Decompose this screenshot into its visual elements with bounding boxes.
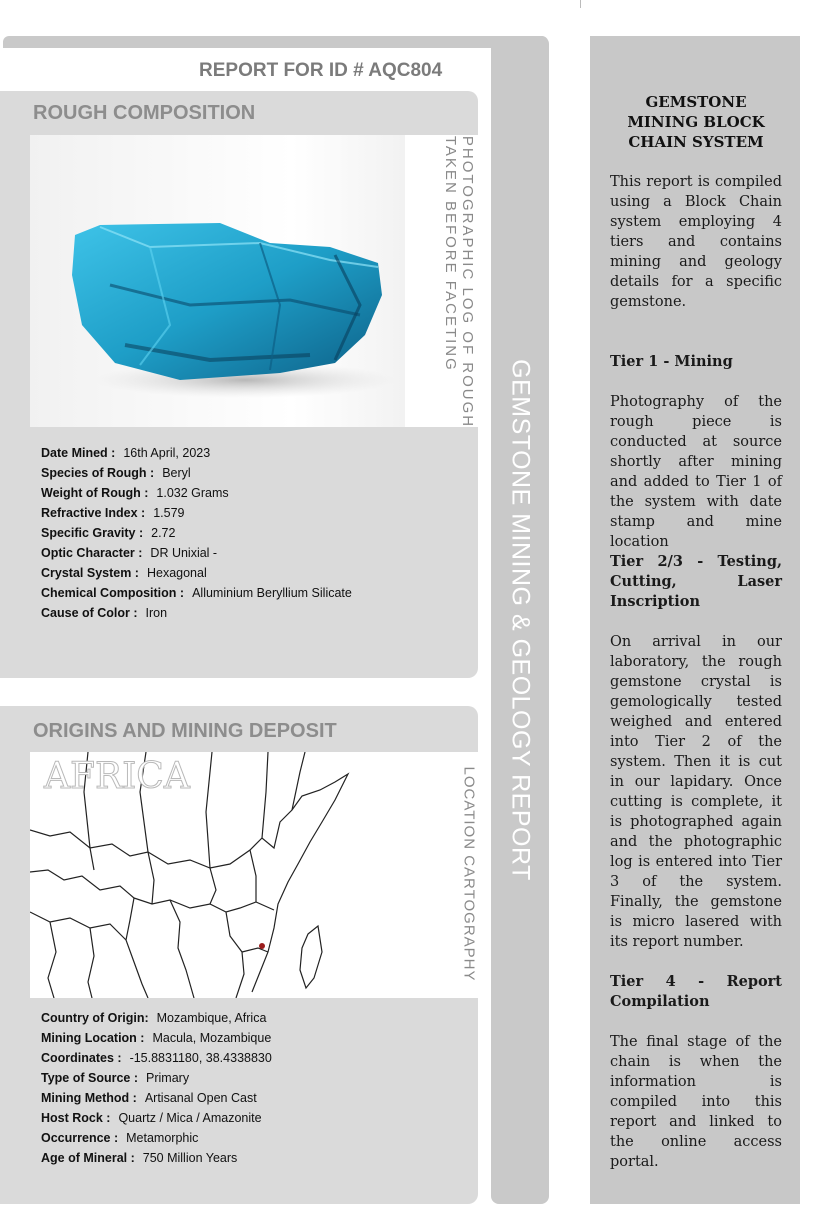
field-date-mined: Date Mined : 16th April, 2023 [41,446,211,460]
map-box [30,752,478,998]
sidebar-title: GEMSTONE MINING BLOCK CHAIN SYSTEM [627,93,765,151]
rough-photo-box [30,135,478,427]
field-coordinates: Coordinates : -15.8831180, 38.4338830 [41,1051,272,1065]
field-mining-location: Mining Location : Macula, Mozambique [41,1031,272,1045]
field-occurrence: Occurrence : Metamorphic [41,1131,199,1145]
rough-photo [30,135,405,427]
top-tick [580,0,581,8]
field-type-of-source: Type of Source : Primary [41,1071,190,1085]
tier4-text: The final stage of the chain is when the information is compiled into this report and linked to the online access portal. [610,1034,782,1170]
field-mining-method: Mining Method : Artisanal Open Cast [41,1091,257,1105]
field-host-rock: Host Rock : Quartz / Mica / Amazonite [41,1111,262,1125]
vertical-report-title: GEMSTONE MINING & GEOLOGY REPORT [506,359,535,881]
tier23-heading: Tier 2/3 - Testing, Cutting, Laser Inscription [610,553,782,610]
rough-caption-line1: PHOTOGRAPHIC LOG OF ROUGH [459,135,476,429]
origins-fields [41,1008,272,1168]
field-optic-character: Optic Character : DR Unixial - [41,546,218,560]
tier1-heading: Tier 1 - Mining [610,353,733,370]
blockchain-sidebar [590,36,800,1204]
field-species: Species of Rough : Beryl [41,466,191,480]
field-cause-of-color: Cause of Color : Iron [41,606,168,620]
report-id-heading: REPORT FOR ID # AQC804 [199,60,443,81]
mine-location-marker [259,943,265,949]
rough-photo-caption [442,136,476,428]
field-crystal-system: Crystal System : Hexagonal [41,566,207,580]
sidebar-intro: This report is compiled using a Block Chain system employing 4 tiers and contains mining and geology details for a specific gemstone. [610,174,782,310]
location-caption: LOCATION CARTOGRAPHY [460,766,478,982]
rough-fields [41,443,352,623]
field-refractive-index: Refractive Index : 1.579 [41,506,185,520]
field-age-of-mineral: Age of Mineral : 750 Million Years [41,1151,238,1165]
origins-title: ORIGINS AND MINING DEPOSIT [33,720,337,742]
field-country: Country of Origin: Mozambique, Africa [41,1011,267,1025]
top-frame-bar [3,36,548,48]
field-chemical-composition: Chemical Composition : Alluminium Beryllium Silicate [41,586,352,600]
field-weight: Weight of Rough : 1.032 Grams [41,486,229,500]
tier1-text: Photography of the rough piece is conducted at source shortly after mining and added to Tier 1 of the system with date stamp and mine location [610,394,782,550]
rough-caption-line2: TAKEN BEFORE FACETING [442,135,459,372]
gemstone-rough-image [30,135,405,427]
field-specific-gravity: Specific Gravity : 2.72 [41,526,176,540]
tier4-heading: Tier 4 - Report Compilation [610,973,782,1010]
tier23-text: On arrival in our laboratory, the rough gemstone crystal is gemologically tested weighed and entered into Tier 2 of the system. Then it is cut in our lapidary. Once cutting is complete, it is photographed again and the photographic log is entered into Tier 3 of the system. Finally, the gemstone is micro lasered with its report number. [610,634,782,950]
map-region-label: AFRICA [44,756,190,797]
rough-composition-title: ROUGH COMPOSITION [33,102,256,124]
africa-map-image [30,752,370,998]
